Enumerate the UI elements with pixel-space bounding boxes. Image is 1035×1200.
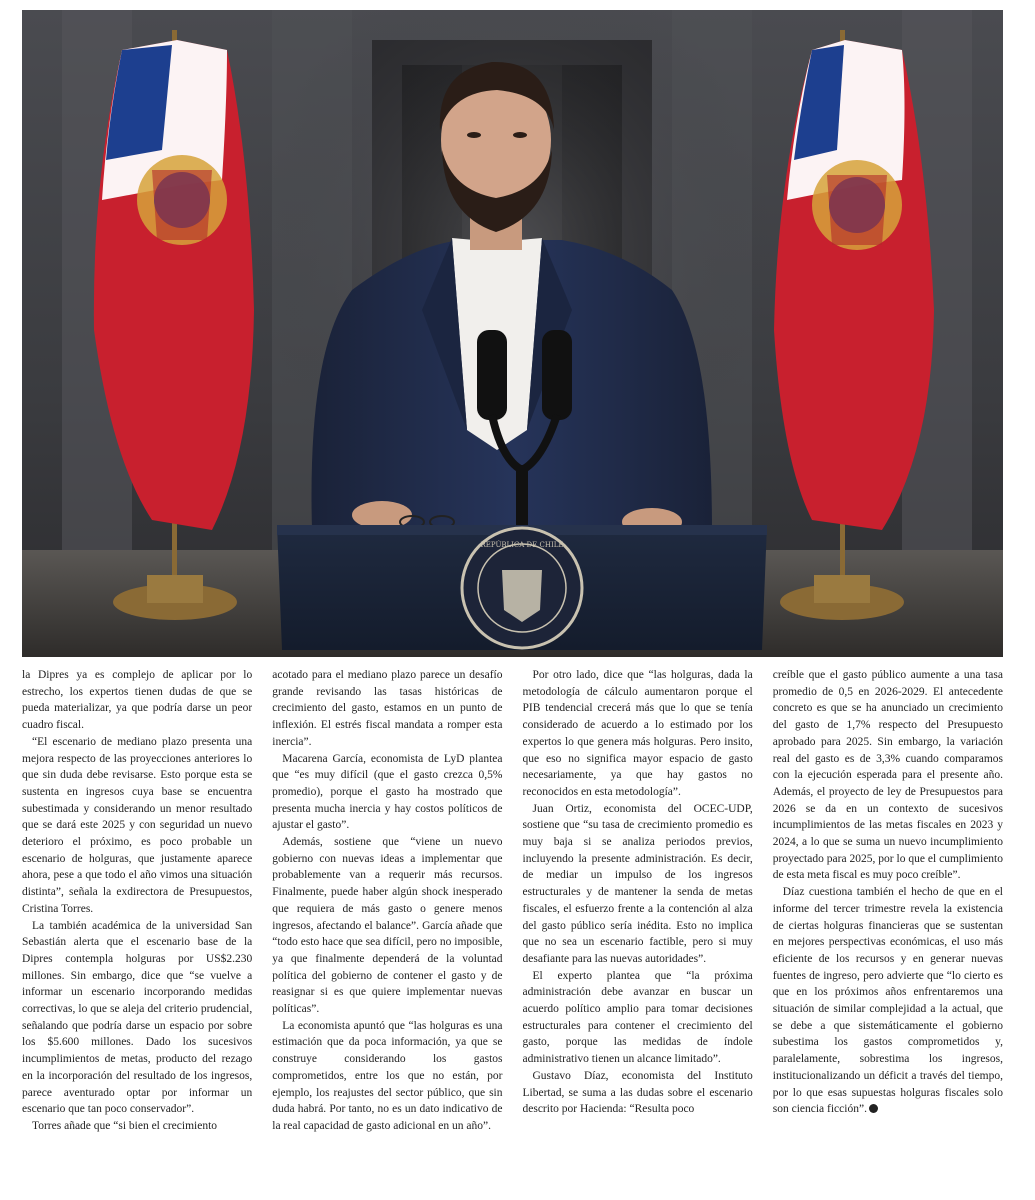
paragraph: Además, sostiene que “viene un nuevo gobierno con nuevas ideas a implementar que probablemente van a requerir más recursos. Finalmente, puede haber algún shock inesperado que requiera de más gasto o genere menos ingresos, afectando el balance”. García añade que “todo esto hace que sea difícil, pero no imposible, ya que finalmente dependerá de la voluntad política del gobierno de contener el gasto y de reasignar si es que quiere implementar nuevas políticas”. xyxy=(272,836,503,1016)
paragraph: la Dipres ya es complejo de aplicar por lo estrecho, los expertos tienen dudas de que se pueda materializar, ya que podría darse un peor cuadro fiscal. xyxy=(22,669,253,732)
column-3 xyxy=(523,667,753,1187)
article-body xyxy=(22,667,1003,1187)
podium xyxy=(277,525,767,650)
column-2 xyxy=(272,667,502,1187)
paragraph-text: Díaz cuestiona también el hecho de que en el informe del tercer trimestre revela la existencia de ciertas holguras financieras que se sustentan en mejores perspectivas económicas, el uso más eficiente de los recursos y en generar nuevas fuentes de ingreso, pero advierte que “lo cierto es que en los próximos años enfrentaremos una situación de similar complejidad a la actual, que se debe a que sistemáticamente el gobierno subestima los gastos comprometidos y, paralelamente, sobrestima los ingresos, institucionalizando un déficit a través del tiempo, por lo que esas supuestas holguras fiscales solo son ciencia ficción”. xyxy=(772,886,1003,1116)
paragraph: Torres añade que “si bien el crecimiento xyxy=(32,1119,218,1132)
photo-illustration xyxy=(22,10,1003,657)
paragraph: “El escenario de mediano plazo presenta una mejora respecto de las proyecciones anteriores lo que sin duda debe revisarse. Esto porque esta se sustenta en ingresos cuya base se encuentra subestimada y considerando un menor resultado que se dará este 2025 y con seguridad un nuevo deterioro el próximo, es poco probable un escenario de holguras, que justamente aparece ahora, pese a que todo el año vimos una situación distinta”, señala la exdirectora de Presupuestos, Cristina Torres. xyxy=(22,735,253,915)
column-1 xyxy=(22,667,252,1187)
paragraph: Macarena García, economista de LyD plantea que “es muy difícil (que el gasto crezca 0,5% promedio), porque el gasto ha mostrado que presenta mucha inercia y hay costos políticos de ajustar el gasto”. xyxy=(272,752,503,832)
paragraph-final xyxy=(773,884,1003,1118)
paragraph: Gustavo Díaz, economista del Instituto Libertad, se suma a las dudas sobre el escenario descrito por Hacienda: “Resulta poco xyxy=(522,1069,753,1116)
paragraph: Por otro lado, dice que “las holguras, dada la metodología de cálculo aumentaron porque el PIB tendencial crecerá más que lo que se tenía considerado de acuerdo a lo estimado por los expertos lo que genera más holguras. Pero insito, que eso no significa mayor espacio de gasto necesariamente, ya que hay gastos no reconocidos en esta metodología”. xyxy=(522,669,753,798)
article-photo xyxy=(22,10,1003,657)
end-of-article-icon xyxy=(869,1104,878,1113)
paragraph: La también académica de la universidad San Sebastián alerta que el escenario base de la Dipres contempla holguras por US$2.230 millones. Sin embargo, dice que “se vuelve a informar un escenario incorporando medidas correctivas, lo que se aleja del criterio prudencial, señalando que podría darse un espacio por sobre los $5.600 millones. Dado los sucesivos incumplimientos de metas, producto del rezago en la incorporación del resultado de los ingresos, parece aventurado optar por informar un escenario que tan poco conservador”. xyxy=(22,919,253,1116)
podium-seal-text: REPÚBLICA DE CHILE xyxy=(480,541,564,549)
paragraph: La economista apuntó que “las holguras es una estimación que da poca información, ya que se construye considerando los gastos comprometidos, entre los que no están, por ejemplo, los reajustes del sector público, que sin duda habrá. Por tanto, no es un dato indicativo de la real capacidad de gasto adicional en un año”. xyxy=(272,1019,503,1132)
paragraph: acotado para el mediano plazo parece un desafío grande revisando las tasas históricas de crecimiento del gasto, estamos en un punto de inflexión. El estrés fiscal mandata a romper esta inercia”. xyxy=(272,669,503,748)
paragraph: Juan Ortiz, economista del OCEC-UDP, sostiene que “su tasa de crecimiento promedio es muy baja si se analiza periodos previos, incluyendo la presente administración. Es decir, de mediar un impulso de los ingresos estructurales y de mantener la senda de metas fiscales, el esfuerzo frente a la contención al alza del gasto público sería inédita. Esto no implica que no sea un escenario factible, pero si muy desafiante para las nuevas autoridades”. xyxy=(522,802,753,965)
column-4 xyxy=(773,667,1003,1187)
paragraph: creíble que el gasto público aumente a una tasa promedio de 0,5 en 2026-2029. El antecedente concreto es que se ha anunciado un crecimiento del gasto de 1,7% respecto del Presupuesto aprobado para 2025. Sin embargo, la variación real del gasto es de 3,3% cuando comparamos con la ejecución esperada para el presente año. Además, el proyecto de ley de Presupuestos para 2026 se da en un contexto de sucesivos incumplimientos de las metas fiscales en 2023 y 2024, a lo que se suma un nuevo incumplimiento proyectado para 2025, por lo que el cumplimiento de esta meta fiscal es muy poco creíble”. xyxy=(772,669,1003,882)
paragraph: El experto plantea que “la próxima administración debe avanzar en buscar un acuerdo político amplio para tomar decisiones estructurales para contener el crecimiento del gasto, porque las medidas de índole administrativo tienen un alcance limitado”. xyxy=(522,969,753,1066)
